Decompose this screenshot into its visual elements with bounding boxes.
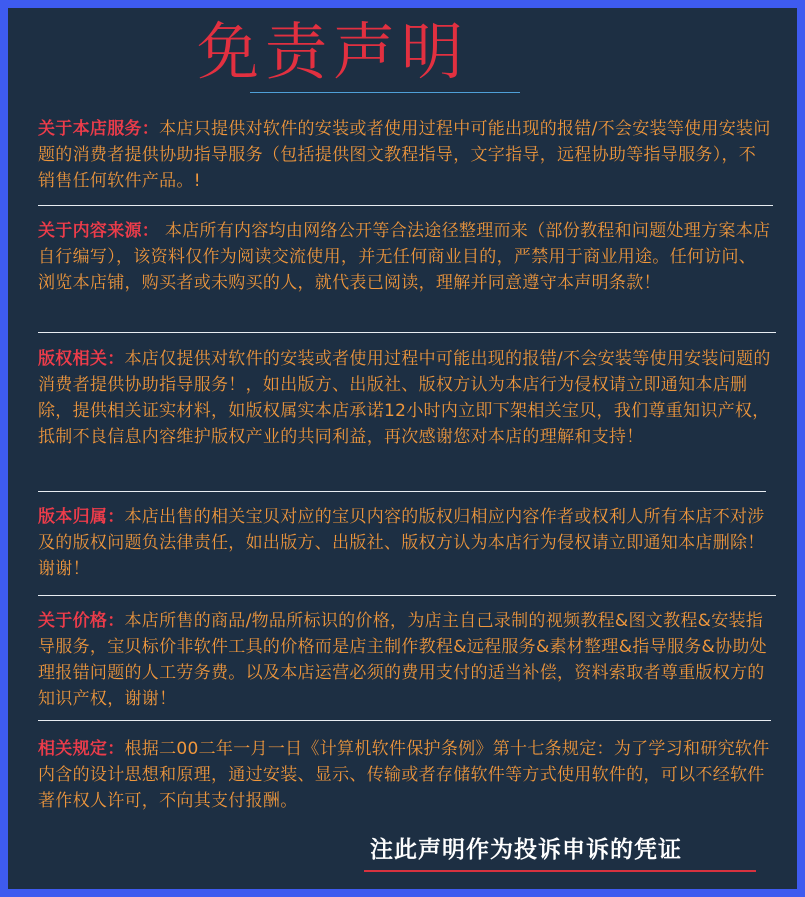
section-copyright (38, 346, 773, 450)
divider (38, 491, 766, 492)
section-text: 本店所售的商品/物品所标识的价格，为店主自己录制的视频教程&图文教程&安装指导服务，宝贝标价非软件工具的价格而是店主制作教程&远程服务&素材整理&指导服务&协助处理报错问题的人工劳务费。以及本店运营必须的费用支付的适当补偿，资料索取者尊重版权方的知识产权，谢谢！ (38, 611, 767, 709)
section-label: 关于价格： (38, 611, 125, 631)
section-label: 关于本店服务： (38, 119, 160, 139)
section-ownership (38, 504, 773, 582)
section-text: 根据二00二年一月一日《计算机软件保护条例》第十七条规定：为了学习和研究软件内含的设计思想和原理，通过安装、显示、传输或者存储软件等方式使用软件的，可以不经软件著作权人许可，不向其支付报酬。 (38, 739, 770, 811)
divider (38, 205, 773, 206)
section-label: 相关规定： (38, 739, 125, 759)
section-regulations (38, 736, 773, 814)
page-title: 免责声明 (196, 15, 469, 88)
disclaimer-panel (8, 8, 797, 889)
section-label: 关于内容来源： (38, 221, 160, 241)
footer-underline (364, 870, 756, 872)
section-label: 版权相关： (38, 349, 125, 369)
section-pricing (38, 608, 773, 712)
divider (38, 595, 776, 596)
section-text: 本店出售的相关宝贝对应的宝贝内容的版权归相应内容作者或权利人所有本店不对涉及的版权问题负法律责任，如出版方、出版社、版权方认为本店行为侵权请立即通知本店删除！谢谢！ (38, 507, 765, 579)
section-label: 版本归属： (38, 507, 125, 527)
footer-note: 注此声明作为投诉申诉的凭证 (370, 837, 682, 863)
section-text: 本店只提供对软件的安装或者使用过程中可能出现的报错/不会安装等使用安装问题的消费者提供协助指导服务（包括提供图文教程指导，文字指导，远程协助等指导服务），不销售任何软件产品。! (38, 119, 771, 191)
section-text: 本店所有内容均由网络公开等合法途径整理而来（部份教程和问题处理方案本店自行编写），该资料仅作为阅读交流使用，并无任何商业目的，严禁用于商业用途。任何访问、浏览本店铺，购买者或未购买的人，就代表已阅读，理解并同意遵守本声明条款！ (38, 221, 771, 293)
section-content-source (38, 218, 773, 296)
divider (38, 332, 776, 333)
title-underline (250, 92, 520, 93)
section-text: 本店仅提供对软件的安装或者使用过程中可能出现的报错/不会安装等使用安装问题的消费者提供协助指导服务！，如出版方、出版社、版权方认为本店行为侵权请立即通知本店删除，提供相关证实材料，如版权属实本店承诺12小时内立即下架相关宝贝，我们尊重知识产权，抵制不良信息内容维护版权产业的共同利益，再次感谢您对本店的理解和支持！ (38, 349, 771, 447)
section-store-service (38, 116, 773, 194)
divider (38, 720, 771, 721)
